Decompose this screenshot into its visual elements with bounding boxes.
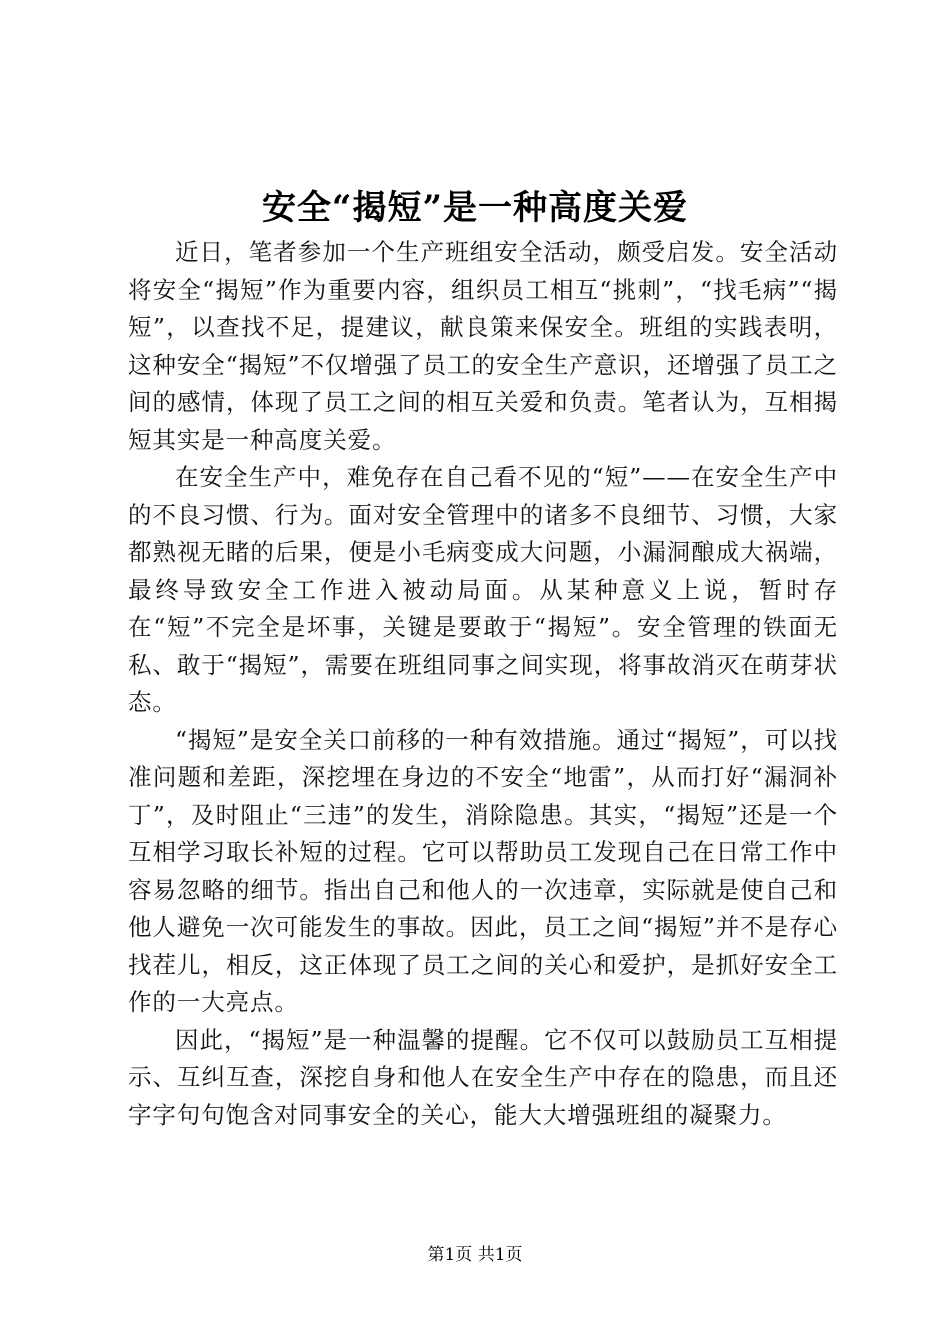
document-title: 安全“揭短”是一种高度关爱	[261, 188, 689, 228]
paragraph-4: 因此，“揭短”是一种温馨的提醒。它不仅可以鼓励员工互相提示、互纠互查，深挖自身和他人在安全生产中存在的隐患，而且还字字句句饱含对同事安全的关心，能大大增强班组的凝聚力。	[128, 1025, 838, 1129]
page-footer: 第1页 共1页	[427, 1245, 523, 1265]
paragraph-1: 近日，笔者参加一个生产班组安全活动，颇受启发。安全活动将安全“揭短”作为重要内容，组织员工相互“挑刺”，“找毛病”“揭短”，以查找不足，提建议，献良策来保安全。班组的实践表明，这种安全“揭短”不仅增强了员工的安全生产意识，还增强了员工之间的感情，体现了员工之间的相互关爱和负责。笔者认为，互相揭短其实是一种高度关爱。	[128, 238, 838, 454]
paragraph-2: 在安全生产中，难免存在自己看不见的“短”——在安全生产中的不良习惯、行为。面对安全管理中的诸多不良细节、习惯，大家都熟视无睹的后果，便是小毛病变成大问题，小漏洞酿成大祸端，最终导致安全工作进入被动局面。从某种意义上说，暂时存在“短”不完全是坏事，关键是要敢于“揭短”。安全管理的铁面无私、敢于“揭短”，需要在班组同事之间实现，将事故消灭在萌芽状态。	[128, 463, 838, 716]
paragraph-3: “揭短”是安全关口前移的一种有效措施。通过“揭短”，可以找准问题和差距，深挖埋在身边的不安全“地雷”，从而打好“漏洞补丁”，及时阻止“三违”的发生，消除隐患。其实，“揭短”还是一个互相学习取长补短的过程。它可以帮助员工发现自己在日常工作中容易忽略的细节。指出自己和他人的一次违章，实际就是使自己和他人避免一次可能发生的事故。因此，员工之间“揭短”并不是存心找茬儿，相反，这正体现了员工之间的关心和爱护，是抓好安全工作的一大亮点。	[128, 725, 838, 1016]
document-body	[128, 234, 838, 1134]
